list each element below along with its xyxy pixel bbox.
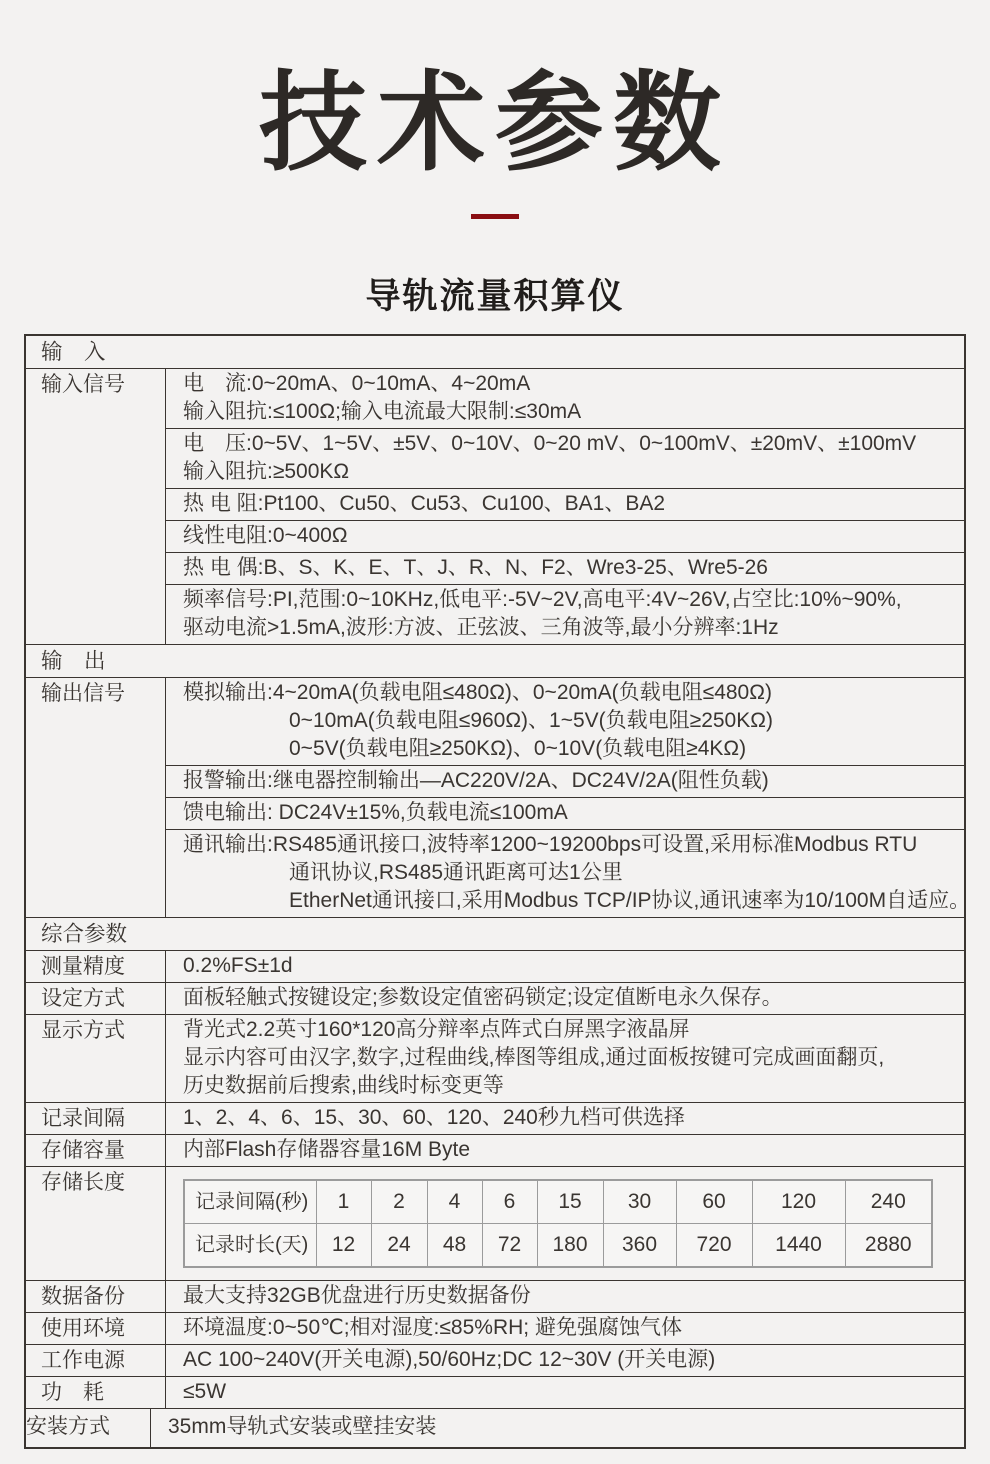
duration-value: 1440 bbox=[752, 1223, 845, 1267]
spec-value: 内部Flash存储器容量16M Byte bbox=[183, 1138, 471, 1162]
duration-value: 24 bbox=[371, 1223, 427, 1267]
spec-value: 热 电 偶:B、S、K、E、T、J、R、N、F2、Wre3-25、Wre5-26 bbox=[183, 556, 768, 580]
duration-value: 180 bbox=[537, 1223, 603, 1267]
section-header-general: 综合参数 bbox=[26, 917, 964, 950]
interval-value: 6 bbox=[482, 1180, 537, 1224]
spec-row-record-interval bbox=[26, 1102, 964, 1134]
duration-value: 2880 bbox=[845, 1223, 932, 1267]
interval-value: 2 bbox=[371, 1180, 427, 1224]
interval-value: 240 bbox=[845, 1180, 932, 1224]
spec-row-storage-length bbox=[26, 1166, 964, 1280]
storage-durations-label: 记录时长(天) bbox=[184, 1223, 316, 1267]
spec-label: 使用环境 bbox=[41, 1316, 125, 1340]
spec-value: 0.2%FS±1d bbox=[183, 954, 293, 978]
spec-subrow-voltage bbox=[166, 428, 964, 488]
spec-value: 1、2、4、6、15、30、60、120、240秒九档可供选择 bbox=[183, 1106, 685, 1130]
output-signal-group bbox=[26, 677, 971, 917]
storage-intervals-label: 记录间隔(秒) bbox=[184, 1180, 316, 1224]
spec-value: AC 100~240V(开关电源),50/60Hz;DC 12~30V (开关电源) bbox=[183, 1348, 716, 1372]
spec-value: 电 流:0~20mA、0~10mA、4~20mA bbox=[183, 372, 531, 396]
spec-subrow-feed-output bbox=[166, 797, 964, 829]
spec-value: 0~5V(负载电阻≥250KΩ)、0~10V(负载电阻≥4KΩ) bbox=[289, 737, 747, 761]
spec-label: 输出信号 bbox=[41, 681, 125, 705]
spec-value: 最大支持32GB优盘进行历史数据备份 bbox=[183, 1284, 531, 1308]
spec-label: 记录间隔 bbox=[41, 1106, 125, 1130]
spec-value: 背光式2.2英寸160*120高分辩率点阵式白屏黑字液晶屏 bbox=[183, 1018, 690, 1042]
interval-value: 120 bbox=[752, 1180, 845, 1224]
duration-value: 360 bbox=[603, 1223, 676, 1267]
product-name: 导轨流量积算仪 bbox=[365, 276, 625, 316]
spec-value: 模拟输出:4~20mA(负载电阻≤480Ω)、0~20mA(负载电阻≤480Ω) bbox=[183, 681, 772, 705]
storage-length-table bbox=[183, 1179, 933, 1268]
spec-subrow-current bbox=[166, 369, 964, 428]
spec-table bbox=[24, 334, 971, 1449]
spec-value: 环境温度:0~50℃;相对湿度:≤85%RH; 避免强腐蚀气体 bbox=[183, 1316, 682, 1340]
storage-length-table-wrap bbox=[166, 1167, 964, 1280]
duration-value: 72 bbox=[482, 1223, 537, 1267]
spec-label: 数据备份 bbox=[41, 1284, 125, 1308]
spec-label: 工作电源 bbox=[41, 1348, 125, 1372]
spec-subrow-frequency bbox=[166, 584, 964, 644]
spec-value: EtherNet通讯接口,采用Modbus TCP/IP协议,通讯速率为10/100M自适应。 bbox=[289, 889, 971, 913]
interval-value: 4 bbox=[427, 1180, 482, 1224]
spec-subrow-analog-output bbox=[166, 678, 964, 765]
spec-subrow-comm-output bbox=[166, 829, 971, 917]
spec-value: 报警输出:继电器控制输出—AC220V/2A、DC24V/2A(阻性负载) bbox=[183, 769, 769, 793]
spec-row-display bbox=[26, 1014, 964, 1102]
spec-subrow-rtd bbox=[166, 488, 964, 520]
interval-value: 30 bbox=[603, 1180, 676, 1224]
spec-row-power-supply bbox=[26, 1344, 964, 1376]
interval-value: 1 bbox=[316, 1180, 371, 1224]
spec-value: ≤5W bbox=[183, 1380, 227, 1404]
spec-value: 线性电阻:0~400Ω bbox=[183, 524, 348, 548]
spec-value: 35mm导轨式安装或壁挂安装 bbox=[168, 1414, 437, 1438]
section-header-input: 输 入 bbox=[41, 339, 106, 364]
spec-value: 驱动电流>1.5mA,波形:方波、正弦波、三角波等,最小分辨率:1Hz bbox=[183, 616, 779, 640]
spec-row-data-backup bbox=[26, 1280, 964, 1312]
spec-row-environment bbox=[26, 1312, 964, 1344]
spec-row-setting bbox=[26, 982, 964, 1014]
spec-value: 显示内容可由汉字,数字,过程曲线,棒图等组成,通过面板按键可完成画面翻页, bbox=[183, 1046, 885, 1070]
input-signal-group bbox=[26, 368, 964, 644]
interval-value: 15 bbox=[537, 1180, 603, 1224]
spec-value: 输入阻抗:≤100Ω;输入电流最大限制:≤30mA bbox=[183, 400, 582, 424]
storage-intervals-row bbox=[184, 1180, 932, 1224]
storage-durations-row bbox=[184, 1223, 932, 1267]
spec-label: 功 耗 bbox=[41, 1380, 104, 1404]
spec-subrow-linear-resistance bbox=[166, 520, 964, 552]
spec-row-storage-capacity bbox=[26, 1134, 964, 1166]
duration-value: 720 bbox=[676, 1223, 752, 1267]
spec-subrow-alarm-output bbox=[166, 765, 964, 797]
accent-divider bbox=[471, 214, 519, 219]
spec-value: 面板轻触式按键设定;参数设定值密码锁定;设定值断电永久保存。 bbox=[183, 986, 783, 1010]
spec-value: 通讯协议,RS485通讯距离可达1公里 bbox=[289, 861, 623, 885]
spec-value: 频率信号:PI,范围:0~10KHz,低电平:-5V~2V,高电平:4V~26V,占空比:10%~90%, bbox=[183, 588, 902, 612]
spec-label: 测量精度 bbox=[41, 954, 125, 978]
spec-row-power-consumption bbox=[26, 1376, 964, 1408]
page-title: 技术参数 bbox=[258, 62, 731, 183]
spec-row-accuracy bbox=[26, 950, 964, 982]
spec-value: 热 电 阻:Pt100、Cu50、Cu53、Cu100、BA1、BA2 bbox=[183, 492, 666, 516]
spec-label: 存储容量 bbox=[41, 1138, 125, 1162]
section-header-output: 输 出 bbox=[26, 644, 964, 677]
duration-value: 48 bbox=[427, 1223, 482, 1267]
spec-label: 显示方式 bbox=[41, 1018, 125, 1042]
spec-value: 电 压:0~5V、1~5V、±5V、0~10V、0~20 mV、0~100mV、±20mV、±100mV bbox=[183, 432, 917, 456]
spec-label: 设定方式 bbox=[41, 986, 125, 1010]
spec-value: 0~10mA(负载电阻≤960Ω)、1~5V(负载电阻≥250KΩ) bbox=[289, 709, 773, 733]
spec-row-installation bbox=[26, 1408, 964, 1447]
spec-label: 安装方式 bbox=[26, 1414, 110, 1438]
spec-label: 存储长度 bbox=[41, 1170, 125, 1194]
interval-value: 60 bbox=[676, 1180, 752, 1224]
spec-subrow-thermocouple bbox=[166, 552, 964, 584]
duration-value: 12 bbox=[316, 1223, 371, 1267]
spec-value: 输入阻抗:≥500KΩ bbox=[183, 460, 350, 484]
spec-label: 输入信号 bbox=[41, 372, 125, 396]
spec-value: 馈电输出: DC24V±15%,负载电流≤100mA bbox=[183, 801, 568, 825]
spec-value: 通讯输出:RS485通讯接口,波特率1200~19200bps可设置,采用标准Modbus RTU bbox=[183, 833, 918, 857]
spec-value: 历史数据前后搜索,曲线时标变更等 bbox=[183, 1074, 504, 1098]
